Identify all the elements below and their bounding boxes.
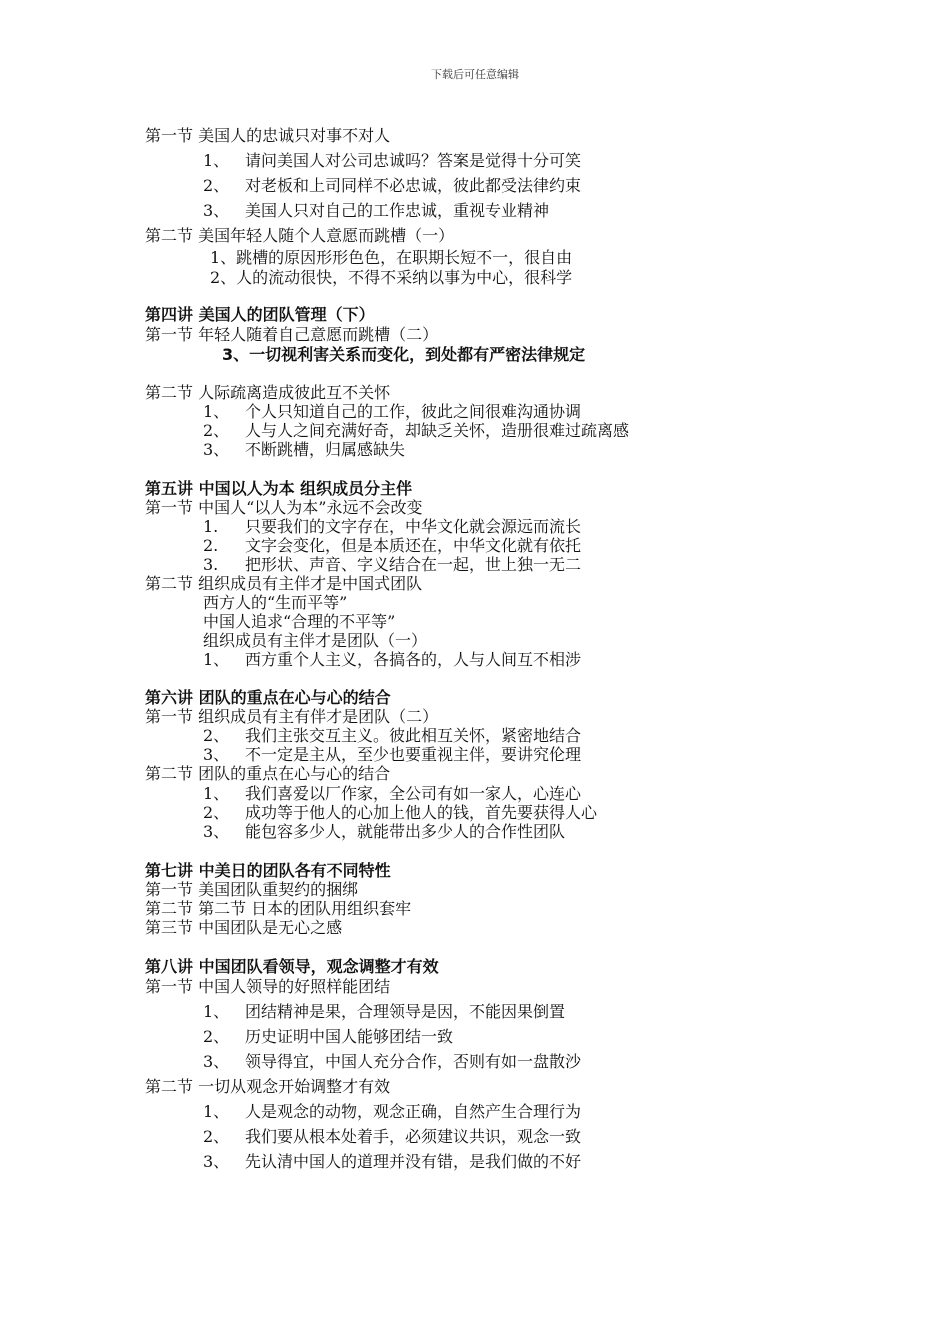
section-heading: 第二节 组织成员有主伴才是中国式团队 [145,574,423,593]
item-number: 3. [203,555,219,574]
list-item [203,726,581,746]
item-number: 1、 [203,402,230,421]
section-heading: 第二节 人际疏离造成彼此互不关怀 [145,383,391,402]
section-heading: 第一节 组织成员有主有伴才是团队（二） [145,707,439,726]
item-text: 我们要从根本处着手，必须建议共识，观念一致 [245,1127,582,1146]
item-text: 人是观念的动物，观念正确，自然产生合理行为 [245,1102,582,1121]
lecture-heading: 第五讲 中国以人为本 组织成员分主伴 [145,479,413,498]
item-text: 历史证明中国人能够团结一致 [245,1027,454,1046]
item-text: 文字会变化，但是本质还在，中华文化就有依托 [245,536,582,555]
item-text: 团结精神是果，合理领导是因，不能因果倒置 [245,1002,566,1021]
lecture-heading: 第六讲 团队的重点在心与心的结合 [145,688,391,707]
list-item [203,1152,581,1172]
item-number: 3、 [203,745,230,764]
item-text: 美国人只对自己的工作忠诚，重视专业精神 [245,201,550,220]
section-heading: 第一节 年轻人随着自己意愿而跳槽（二） [145,325,439,344]
item-text: 成功等于他人的心加上他人的钱，首先要获得人心 [245,803,598,822]
item-number: 2、 [203,421,230,440]
lecture-heading: 第四讲 美国人的团队管理（下） [145,305,375,324]
item-number: 1. [203,517,219,536]
list-item [203,784,581,804]
item-number: 1、 [203,1002,230,1021]
section-heading: 第三节 中国团队是无心之感 [145,918,343,937]
item-text: 西方重个人主义，各搞各的，人与人间互不相涉 [245,650,582,669]
section-heading: 第一节 中国人“以人为本”永远不会改变 [145,498,423,517]
list-item [203,650,581,670]
list-item [203,421,629,441]
list-item: 3、一切视利害关系而变化，到处都有严密法律规定 [222,345,586,364]
item-number: 2、 [203,1127,230,1146]
list-item [203,151,581,171]
item-number: 2、 [203,176,230,195]
section-heading: 第二节 团队的重点在心与心的结合 [145,764,391,783]
section-heading: 第二节 美国年轻人随个人意愿而跳槽（一） [145,226,455,245]
lecture-heading: 第八讲 中国团队看领导，观念调整才有效 [145,957,439,976]
item-number: 1、 [203,151,230,170]
list-item [203,1102,581,1122]
item-text: 把形状、声音、字义结合在一起，世上独一无二 [245,555,582,574]
item-text: 不一定是主从，至少也要重视主伴，要讲究伦理 [245,745,582,764]
section-heading: 第一节 中国人领导的好照样能团结 [145,977,391,996]
text-line: 组织成员有主伴才是团队（一） [203,631,428,650]
item-text: 领导得宜，中国人充分合作，否则有如一盘散沙 [245,1052,582,1071]
list-item [203,517,581,537]
section-heading: 第二节 一切从观念开始调整才有效 [145,1077,391,1096]
item-number: 3、 [203,822,230,841]
list-item [203,745,581,765]
list-item [203,555,581,575]
item-text: 我们喜爱以厂作家，全公司有如一家人，心连心 [245,784,582,803]
item-text: 人与人之间充满好奇，却缺乏关怀，造册很难过疏离感 [245,421,630,440]
section-heading: 第一节 美国人的忠诚只对事不对人 [145,126,391,145]
section-heading: 第一节 美国团队重契约的捆绑 [145,880,359,899]
item-text: 不断跳槽，归属感缺失 [245,440,406,459]
item-text: 个人只知道自己的工作，彼此之间很难沟通协调 [245,402,582,421]
item-number: 1、 [203,650,230,669]
list-item [203,1127,581,1147]
item-text: 先认清中国人的道理并没有错，是我们做的不好 [245,1152,582,1171]
item-text: 对老板和上司同样不必忠诚，彼此都受法律约束 [245,176,582,195]
list-item [203,803,597,823]
list-item [203,1052,581,1072]
item-number: 2. [203,536,219,555]
list-item [203,822,565,842]
item-number: 3、 [203,1152,230,1171]
item-number: 1、 [203,1102,230,1121]
list-item [203,536,581,556]
item-number: 2、 [203,1027,230,1046]
list-item [203,440,405,460]
item-text: 能包容多少人，就能带出多少人的合作性团队 [245,822,566,841]
item-number: 2、 [203,726,230,745]
list-item: 1、跳槽的原因形形色色，在职期长短不一，很自由 [210,248,573,267]
text-line: 西方人的“生而平等” [203,593,348,612]
item-number: 3、 [203,440,230,459]
text-line: 中国人追求“合理的不平等” [203,612,396,631]
item-number: 1、 [203,784,230,803]
list-item [203,1027,453,1047]
section-heading: 第二节 第二节 日本的团队用组织套牢 [145,899,412,918]
page-header: 下载后可任意编辑 [431,68,519,81]
list-item [203,402,581,422]
list-item [203,176,581,196]
item-text: 我们主张交互主义。彼此相互关怀，紧密地结合 [245,726,582,745]
item-number: 3、 [203,1052,230,1071]
list-item [203,1002,565,1022]
list-item: 2、人的流动很快，不得不采纳以事为中心，很科学 [210,268,573,287]
list-item [203,201,549,221]
lecture-heading: 第七讲 中美日的团队各有不同特性 [145,861,391,880]
item-number: 2、 [203,803,230,822]
item-text: 只要我们的文字存在，中华文化就会源远而流长 [245,517,582,536]
item-number: 3、 [203,201,230,220]
item-text: 请问美国人对公司忠诚吗？答案是觉得十分可笑 [245,151,582,170]
